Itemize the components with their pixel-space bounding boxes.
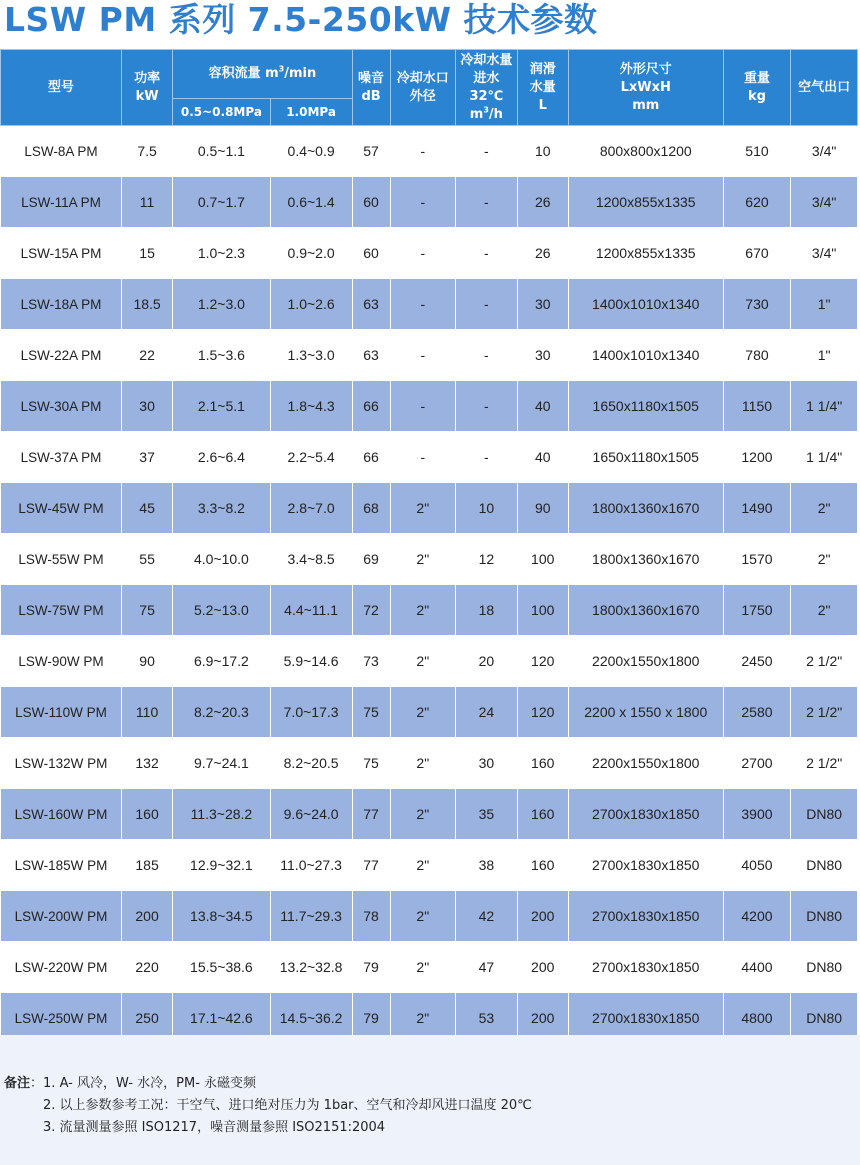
- cell-weight: 1150: [723, 381, 791, 432]
- cell-air-outlet: 3/4": [791, 177, 858, 228]
- cell-air-outlet: 2": [791, 585, 858, 636]
- cell-flow-high: 2.8~7.0: [270, 483, 352, 534]
- cell-model: LSW-220W PM: [1, 942, 122, 993]
- cell-power: 55: [121, 534, 172, 585]
- cell-weight: 1570: [723, 534, 791, 585]
- table-row: [1, 330, 858, 381]
- cell-flow-low: 1.0~2.3: [173, 228, 270, 279]
- cell-model: LSW-160W PM: [1, 789, 122, 840]
- cell-weight: 620: [723, 177, 791, 228]
- cell-flow-low: 6.9~17.2: [173, 636, 270, 687]
- cell-noise: 77: [352, 789, 390, 840]
- cell-model: LSW-45W PM: [1, 483, 122, 534]
- header-weight: 重量 kg: [723, 50, 791, 126]
- cell-model: LSW-37A PM: [1, 432, 122, 483]
- spec-table: [0, 49, 858, 1044]
- cell-power: 18.5: [121, 279, 172, 330]
- cell-dimensions: 2200 x 1550 x 1800: [568, 687, 723, 738]
- cell-noise: 63: [352, 330, 390, 381]
- cell-weight: 4050: [723, 840, 791, 891]
- cell-water-port: 2": [390, 789, 456, 840]
- cell-dimensions: 2200x1550x1800: [568, 738, 723, 789]
- cell-power: 30: [121, 381, 172, 432]
- cell-air-outlet: DN80: [791, 789, 858, 840]
- cell-water-flow: 47: [456, 942, 518, 993]
- cell-air-outlet: 2 1/2": [791, 636, 858, 687]
- cell-flow-low: 12.9~32.1: [173, 840, 270, 891]
- cell-flow-low: 3.3~8.2: [173, 483, 270, 534]
- cell-weight: 1490: [723, 483, 791, 534]
- page-title: LSW PM 系列 7.5-250kW 技术参数: [4, 0, 598, 39]
- cell-lube-water: 200: [517, 993, 568, 1044]
- cell-flow-low: 0.7~1.7: [173, 177, 270, 228]
- cell-dimensions: 1650x1180x1505: [568, 432, 723, 483]
- cell-flow-low: 17.1~42.6: [173, 993, 270, 1044]
- header-air-outlet: 空气出口: [791, 50, 858, 126]
- cell-lube-water: 160: [517, 738, 568, 789]
- cell-flow-high: 11.0~27.3: [270, 840, 352, 891]
- cell-flow-low: 4.0~10.0: [173, 534, 270, 585]
- cell-water-flow: 20: [456, 636, 518, 687]
- table-row: [1, 228, 858, 279]
- cell-air-outlet: 1": [791, 279, 858, 330]
- cell-water-flow: -: [456, 177, 518, 228]
- cell-lube-water: 120: [517, 636, 568, 687]
- cell-lube-water: 90: [517, 483, 568, 534]
- cell-flow-low: 2.6~6.4: [173, 432, 270, 483]
- cell-model: LSW-132W PM: [1, 738, 122, 789]
- cell-power: 15: [121, 228, 172, 279]
- table-row: [1, 432, 858, 483]
- cell-air-outlet: 3/4": [791, 126, 858, 177]
- cell-flow-low: 2.1~5.1: [173, 381, 270, 432]
- cell-lube-water: 30: [517, 279, 568, 330]
- cell-dimensions: 1800x1360x1670: [568, 534, 723, 585]
- cell-flow-low: 1.5~3.6: [173, 330, 270, 381]
- cell-weight: 2700: [723, 738, 791, 789]
- cell-water-flow: -: [456, 330, 518, 381]
- cell-lube-water: 160: [517, 840, 568, 891]
- cell-flow-high: 14.5~36.2: [270, 993, 352, 1044]
- cell-water-flow: -: [456, 381, 518, 432]
- table-row: [1, 585, 858, 636]
- cell-model: LSW-8A PM: [1, 126, 122, 177]
- cell-flow-high: 8.2~20.5: [270, 738, 352, 789]
- cell-air-outlet: 1": [791, 330, 858, 381]
- cell-noise: 73: [352, 636, 390, 687]
- note-line-1: 备注：1. A- 风冷，W- 水冷，PM- 永磁变频: [4, 1076, 257, 1091]
- header-power: 功率 kW: [121, 50, 172, 126]
- cell-weight: 3900: [723, 789, 791, 840]
- cell-flow-high: 0.6~1.4: [270, 177, 352, 228]
- cell-air-outlet: DN80: [791, 993, 858, 1044]
- cell-flow-high: 0.9~2.0: [270, 228, 352, 279]
- table-row: [1, 891, 858, 942]
- cell-air-outlet: DN80: [791, 891, 858, 942]
- cell-air-outlet: 1 1/4": [791, 432, 858, 483]
- cell-air-outlet: 3/4": [791, 228, 858, 279]
- cell-air-outlet: 2": [791, 534, 858, 585]
- cell-dimensions: 1200x855x1335: [568, 177, 723, 228]
- cell-model: LSW-55W PM: [1, 534, 122, 585]
- cell-water-port: 2": [390, 534, 456, 585]
- cell-model: LSW-90W PM: [1, 636, 122, 687]
- cell-power: 45: [121, 483, 172, 534]
- table-row: [1, 126, 858, 177]
- cell-dimensions: 1200x855x1335: [568, 228, 723, 279]
- cell-water-port: 2": [390, 891, 456, 942]
- cell-noise: 79: [352, 942, 390, 993]
- cell-dimensions: 1650x1180x1505: [568, 381, 723, 432]
- table-row: [1, 942, 858, 993]
- cell-water-flow: 24: [456, 687, 518, 738]
- header-water-port: 冷却水口 外径: [390, 50, 456, 126]
- cell-weight: 4800: [723, 993, 791, 1044]
- cell-model: LSW-250W PM: [1, 993, 122, 1044]
- cell-noise: 78: [352, 891, 390, 942]
- cell-power: 250: [121, 993, 172, 1044]
- cell-weight: 2450: [723, 636, 791, 687]
- cell-water-flow: 30: [456, 738, 518, 789]
- cell-lube-water: 100: [517, 585, 568, 636]
- cell-weight: 510: [723, 126, 791, 177]
- cell-weight: 4200: [723, 891, 791, 942]
- cell-power: 110: [121, 687, 172, 738]
- cell-dimensions: 2700x1830x1850: [568, 993, 723, 1044]
- cell-water-port: -: [390, 126, 456, 177]
- cell-flow-low: 1.2~3.0: [173, 279, 270, 330]
- cell-noise: 75: [352, 687, 390, 738]
- cell-dimensions: 1400x1010x1340: [568, 279, 723, 330]
- cell-flow-low: 11.3~28.2: [173, 789, 270, 840]
- cell-noise: 60: [352, 177, 390, 228]
- cell-power: 220: [121, 942, 172, 993]
- header-flow-p2: 1.0MPa: [270, 99, 352, 126]
- cell-weight: 780: [723, 330, 791, 381]
- cell-water-port: -: [390, 432, 456, 483]
- header-model: 型号: [1, 50, 122, 126]
- cell-power: 37: [121, 432, 172, 483]
- cell-noise: 75: [352, 738, 390, 789]
- cell-power: 7.5: [121, 126, 172, 177]
- cell-dimensions: 2700x1830x1850: [568, 891, 723, 942]
- cell-lube-water: 100: [517, 534, 568, 585]
- cell-model: LSW-15A PM: [1, 228, 122, 279]
- cell-lube-water: 200: [517, 891, 568, 942]
- cell-lube-water: 26: [517, 228, 568, 279]
- cell-water-port: 2": [390, 585, 456, 636]
- cell-power: 200: [121, 891, 172, 942]
- cell-flow-high: 1.8~4.3: [270, 381, 352, 432]
- cell-lube-water: 120: [517, 687, 568, 738]
- cell-water-flow: 53: [456, 993, 518, 1044]
- cell-water-flow: 10: [456, 483, 518, 534]
- cell-air-outlet: 2 1/2": [791, 738, 858, 789]
- cell-flow-high: 9.6~24.0: [270, 789, 352, 840]
- cell-noise: 63: [352, 279, 390, 330]
- cell-flow-low: 8.2~20.3: [173, 687, 270, 738]
- cell-power: 75: [121, 585, 172, 636]
- table-row: [1, 279, 858, 330]
- cell-dimensions: 2700x1830x1850: [568, 942, 723, 993]
- cell-water-port: 2": [390, 840, 456, 891]
- cell-lube-water: 30: [517, 330, 568, 381]
- cell-water-port: 2": [390, 636, 456, 687]
- cell-weight: 2580: [723, 687, 791, 738]
- cell-water-flow: 38: [456, 840, 518, 891]
- cell-flow-high: 13.2~32.8: [270, 942, 352, 993]
- cell-noise: 60: [352, 228, 390, 279]
- cell-flow-high: 4.4~11.1: [270, 585, 352, 636]
- header-noise: 噪音 dB: [352, 50, 390, 126]
- cell-weight: 670: [723, 228, 791, 279]
- cell-water-flow: 35: [456, 789, 518, 840]
- cell-model: LSW-185W PM: [1, 840, 122, 891]
- table-row: [1, 840, 858, 891]
- cell-model: LSW-110W PM: [1, 687, 122, 738]
- header-water-flow: 冷却水量 进水 32℃ $m^3/h$: [456, 50, 518, 126]
- cell-water-port: 2": [390, 483, 456, 534]
- header-flow-p1: 0.5~0.8MPa: [173, 99, 270, 126]
- cell-water-port: 2": [390, 993, 456, 1044]
- cell-water-port: 2": [390, 942, 456, 993]
- notes-block: [4, 1073, 532, 1139]
- cell-model: LSW-75W PM: [1, 585, 122, 636]
- cell-flow-high: 0.4~0.9: [270, 126, 352, 177]
- cell-flow-high: 11.7~29.3: [270, 891, 352, 942]
- cell-lube-water: 26: [517, 177, 568, 228]
- cell-dimensions: 800x800x1200: [568, 126, 723, 177]
- cell-water-flow: -: [456, 279, 518, 330]
- cell-noise: 79: [352, 993, 390, 1044]
- cell-water-flow: -: [456, 126, 518, 177]
- cell-water-flow: -: [456, 432, 518, 483]
- cell-flow-low: 9.7~24.1: [173, 738, 270, 789]
- cell-power: 22: [121, 330, 172, 381]
- cell-flow-low: 13.8~34.5: [173, 891, 270, 942]
- cell-flow-high: 3.4~8.5: [270, 534, 352, 585]
- note-line-3: 3. 流量测量参照 ISO1217，噪音测量参照 ISO2151:2004: [43, 1120, 386, 1135]
- cell-lube-water: 10: [517, 126, 568, 177]
- table-row: [1, 687, 858, 738]
- cell-lube-water: 200: [517, 942, 568, 993]
- cell-model: LSW-11A PM: [1, 177, 122, 228]
- cell-power: 11: [121, 177, 172, 228]
- cell-air-outlet: 1 1/4": [791, 381, 858, 432]
- cell-model: LSW-200W PM: [1, 891, 122, 942]
- cell-flow-high: 5.9~14.6: [270, 636, 352, 687]
- table-row: [1, 738, 858, 789]
- cell-dimensions: 2700x1830x1850: [568, 840, 723, 891]
- cell-lube-water: 160: [517, 789, 568, 840]
- cell-lube-water: 40: [517, 381, 568, 432]
- cell-water-flow: 12: [456, 534, 518, 585]
- cell-air-outlet: DN80: [791, 840, 858, 891]
- cell-flow-high: 2.2~5.4: [270, 432, 352, 483]
- cell-water-port: -: [390, 381, 456, 432]
- cell-power: 132: [121, 738, 172, 789]
- cell-air-outlet: DN80: [791, 942, 858, 993]
- cell-noise: 66: [352, 432, 390, 483]
- header-dimensions: 外形尺寸 LxWxH mm: [568, 50, 723, 126]
- header-lube-water: 润滑 水量 L: [517, 50, 568, 126]
- cell-water-flow: -: [456, 228, 518, 279]
- table-row: [1, 483, 858, 534]
- cell-water-flow: 18: [456, 585, 518, 636]
- cell-flow-low: 0.5~1.1: [173, 126, 270, 177]
- cell-noise: 57: [352, 126, 390, 177]
- cell-weight: 730: [723, 279, 791, 330]
- cell-dimensions: 1800x1360x1670: [568, 483, 723, 534]
- cell-power: 160: [121, 789, 172, 840]
- cell-weight: 1750: [723, 585, 791, 636]
- cell-water-flow: 42: [456, 891, 518, 942]
- cell-water-port: -: [390, 279, 456, 330]
- cell-air-outlet: 2": [791, 483, 858, 534]
- cell-dimensions: 1400x1010x1340: [568, 330, 723, 381]
- cell-power: 90: [121, 636, 172, 687]
- table-row: [1, 534, 858, 585]
- cell-weight: 4400: [723, 942, 791, 993]
- cell-water-port: -: [390, 228, 456, 279]
- cell-flow-high: 1.0~2.6: [270, 279, 352, 330]
- cell-noise: 66: [352, 381, 390, 432]
- cell-flow-low: 15.5~38.6: [173, 942, 270, 993]
- cell-model: LSW-22A PM: [1, 330, 122, 381]
- cell-power: 185: [121, 840, 172, 891]
- cell-water-port: 2": [390, 738, 456, 789]
- note-line-2: 2. 以上参数参考工况：干空气、进口绝对压力为 1bar、空气和冷却风进口温度 20℃: [43, 1098, 532, 1113]
- cell-flow-low: 5.2~13.0: [173, 585, 270, 636]
- table-row: [1, 177, 858, 228]
- cell-weight: 1200: [723, 432, 791, 483]
- cell-noise: 77: [352, 840, 390, 891]
- cell-noise: 69: [352, 534, 390, 585]
- cell-water-port: 2": [390, 687, 456, 738]
- cell-water-port: -: [390, 177, 456, 228]
- cell-noise: 72: [352, 585, 390, 636]
- cell-noise: 68: [352, 483, 390, 534]
- spec-table-body: [1, 126, 858, 1044]
- cell-lube-water: 40: [517, 432, 568, 483]
- cell-flow-high: 1.3~3.0: [270, 330, 352, 381]
- cell-model: LSW-30A PM: [1, 381, 122, 432]
- cell-water-port: -: [390, 330, 456, 381]
- table-row: [1, 381, 858, 432]
- cell-flow-high: 7.0~17.3: [270, 687, 352, 738]
- cell-air-outlet: 2 1/2": [791, 687, 858, 738]
- cell-dimensions: 2200x1550x1800: [568, 636, 723, 687]
- table-row: [1, 789, 858, 840]
- cell-dimensions: 2700x1830x1850: [568, 789, 723, 840]
- cell-dimensions: 1800x1360x1670: [568, 585, 723, 636]
- table-row: [1, 636, 858, 687]
- cell-model: LSW-18A PM: [1, 279, 122, 330]
- header-flow: 容积流量 $m^3/\min$: [173, 50, 352, 99]
